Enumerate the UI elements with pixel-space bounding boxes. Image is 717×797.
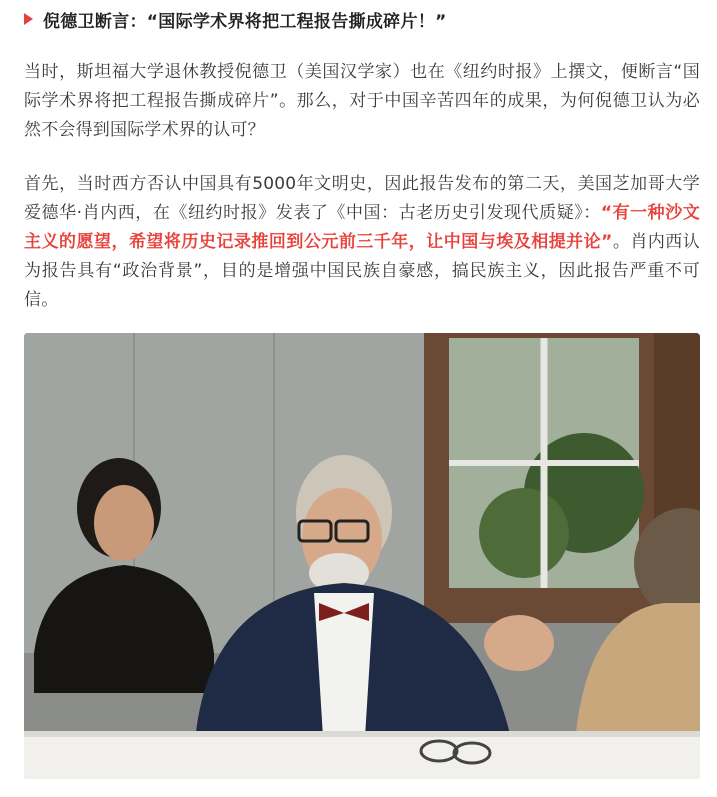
paragraph-2 — [24, 170, 700, 315]
paragraph-1: 当时，斯坦福大学退休教授倪德卫（美国汉学家）也在《纽约时报》上撰文，便断言“国际学术界将把工程报告撕成碎片”。那么，对于中国辛苦四年的成果，为何倪德卫认为必然不会得到国际学术界的认可？ — [24, 62, 700, 140]
right-man-jacket — [574, 603, 700, 753]
paragraph-2-after: 。肖内西认为报告具有“政治背景”，目的是增强中国民族自豪感，搞民族主义，因此报告严重不可信。 — [24, 232, 700, 310]
heading-text: 倪德卫断言：“国际学术界将把工程报告撕成碎片！” — [43, 11, 447, 32]
meeting-photo — [24, 333, 700, 779]
table — [24, 733, 700, 779]
woman-face — [94, 485, 154, 561]
triangle-right-icon — [24, 13, 33, 25]
paragraph-2-before: 首先，当时西方否认中国具有5000年文明史，因此报告发布的第二天，美国芝加哥大学爱德华·肖内西，在《纽约时报》发表了《中国：古老历史引发现代质疑》： — [24, 174, 700, 223]
highlight-quote: “有一种沙文主义的愿望，希望将历史记录推回到公元前三千年，让中国与埃及相提并论” — [24, 203, 701, 252]
meeting-photo-illustration — [24, 333, 700, 779]
man-hand — [484, 615, 554, 671]
section-heading — [24, 6, 697, 32]
